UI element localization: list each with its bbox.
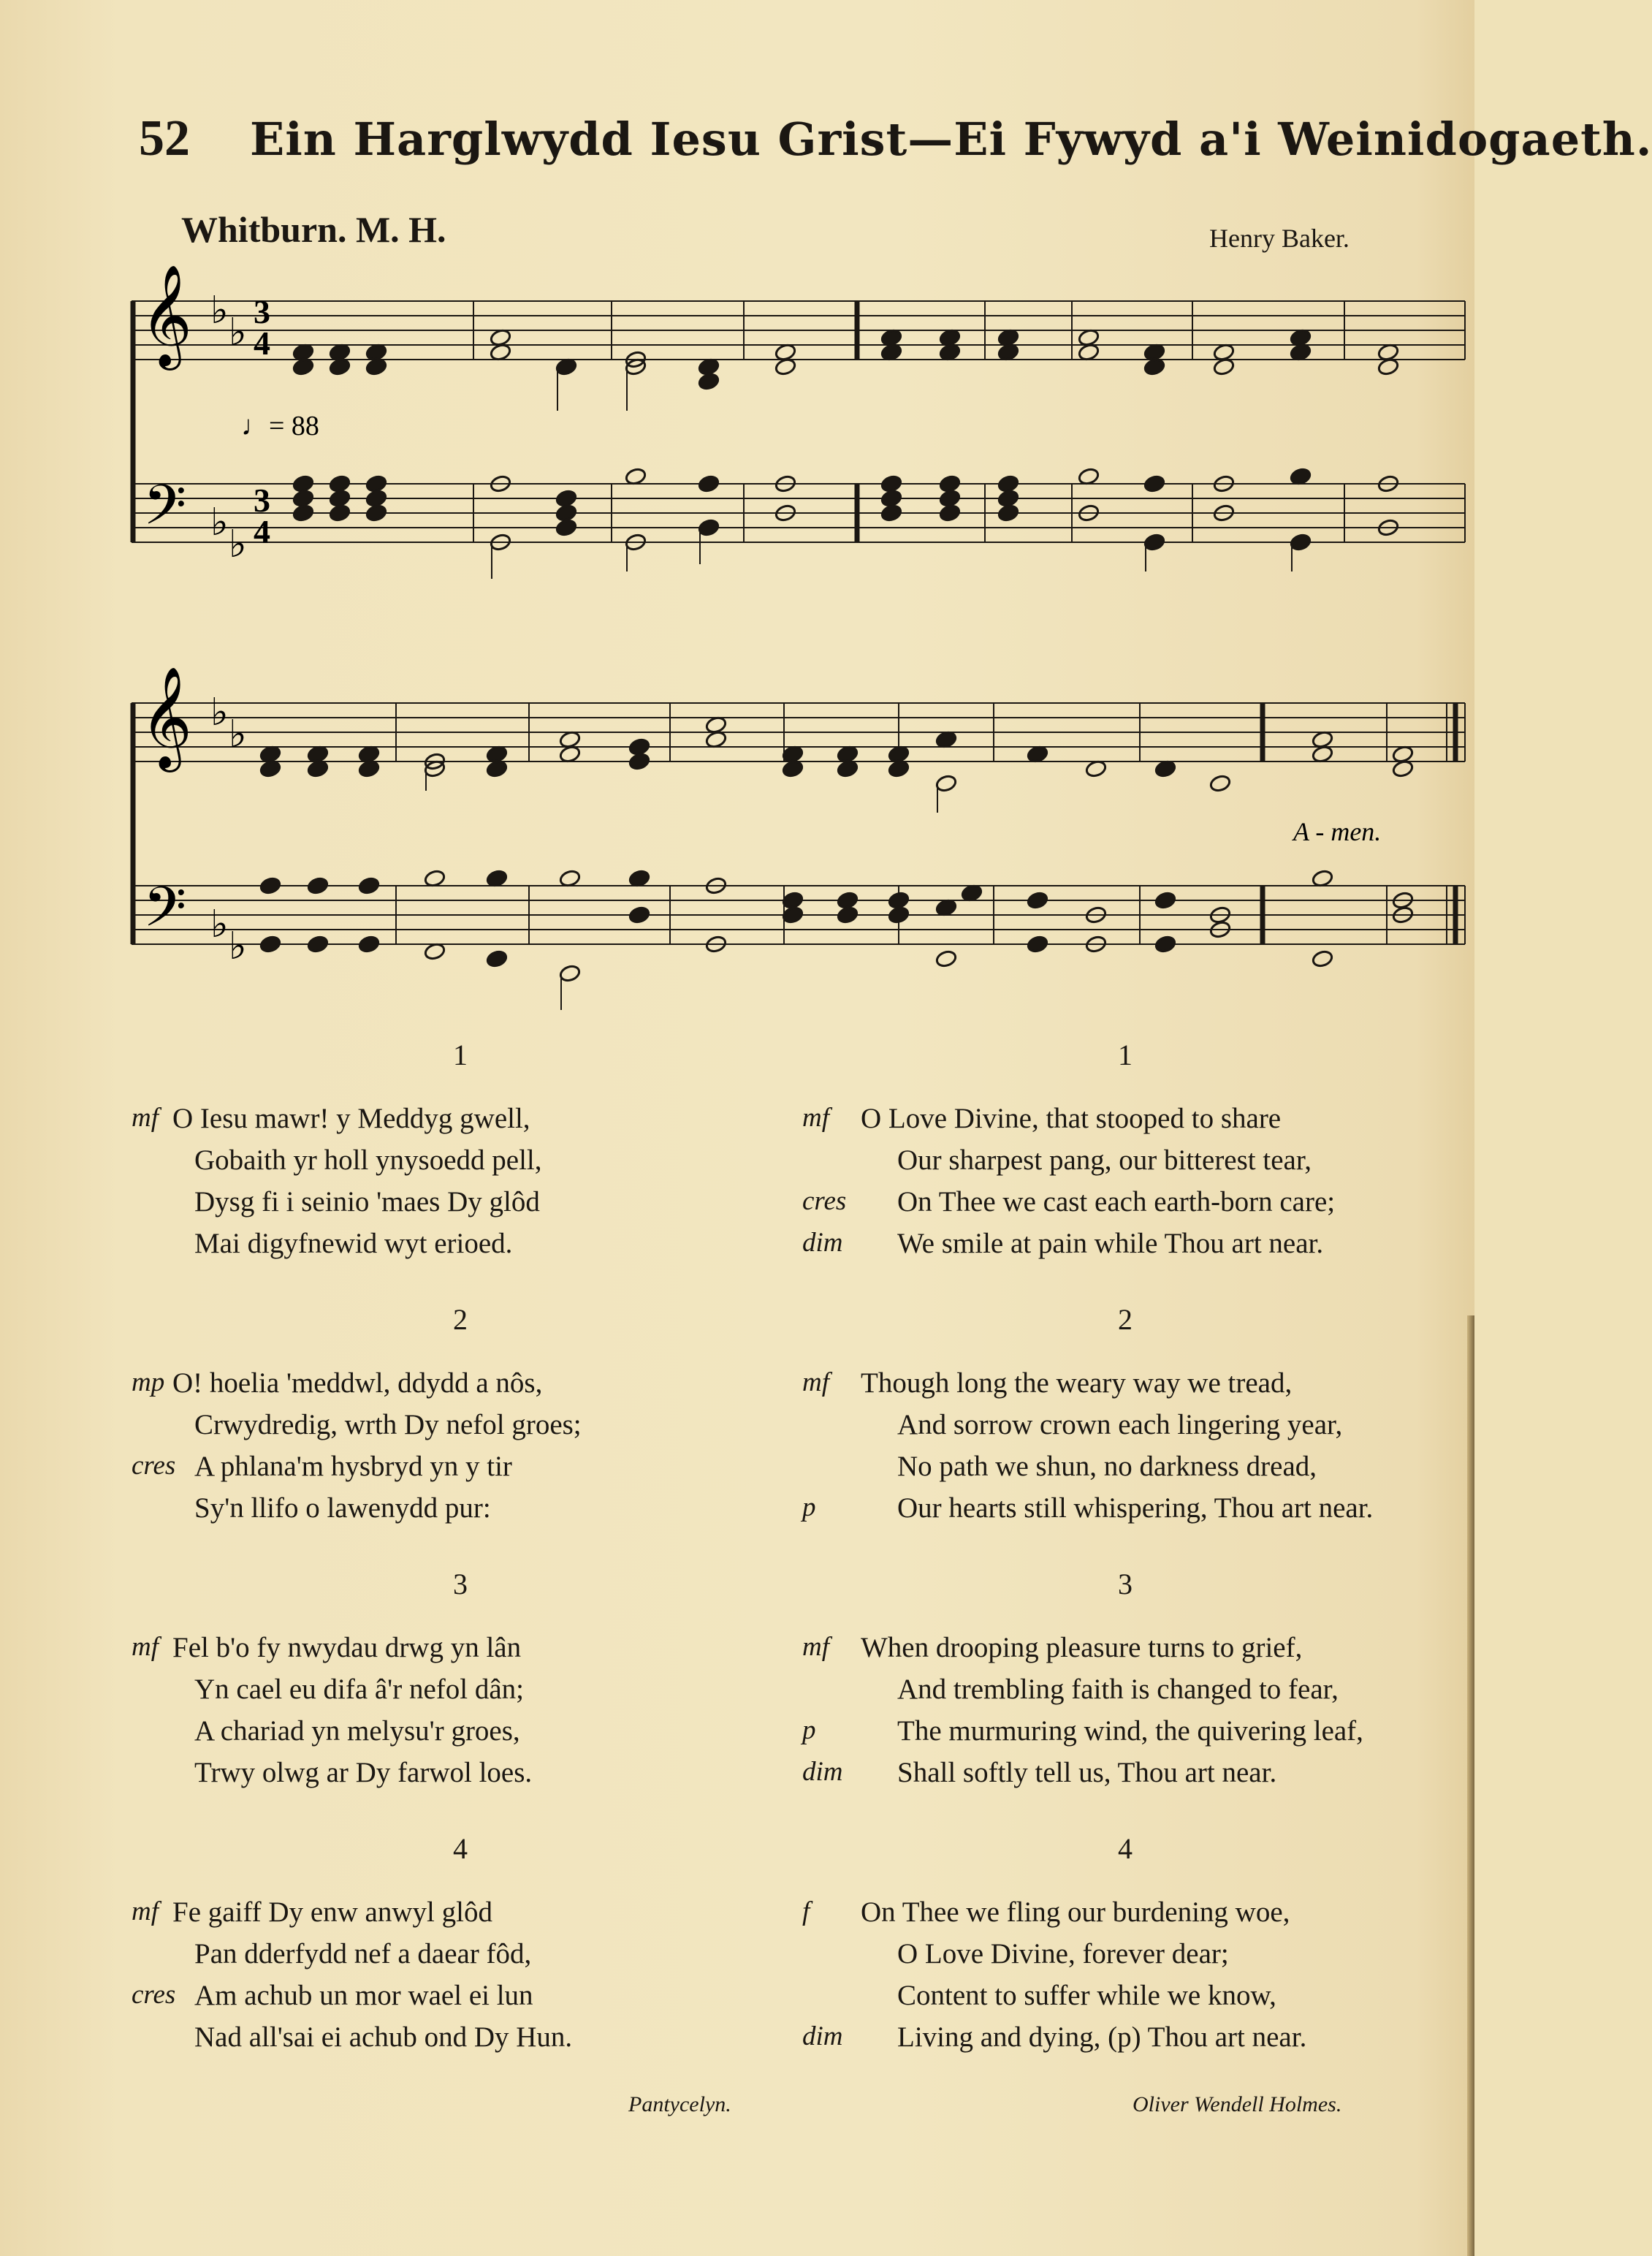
verse-line: Content to suffer while we know, (897, 1980, 1276, 2011)
hymn-author: Oliver Wendell Holmes. (1133, 2092, 1342, 2116)
music-score (124, 263, 1469, 1023)
verse-line: Dysg fi i seinio 'maes Dy glôd (194, 1186, 540, 1218)
verse-line: Living and dying, (p) Thou art near. (897, 2021, 1307, 2053)
dynamic-marking: mf (802, 1367, 829, 1397)
verse-line: Our sharpest pang, our bitterest tear, (897, 1144, 1312, 1176)
verse-line: Sy'n llifo o lawenydd pur: (194, 1492, 491, 1524)
dynamic-marking: mp (132, 1367, 165, 1397)
verse-line: O Iesu mawr! y Meddyg gwell, (172, 1103, 530, 1134)
svg-text:♭: ♭ (229, 713, 247, 756)
svg-text:♭: ♭ (229, 924, 247, 968)
verse-line: Am achub un mor wael ei lun (194, 1980, 533, 2011)
composer: Henry Baker. (1209, 224, 1350, 253)
verse-number: 1 (1118, 1038, 1133, 1071)
verse-number: 3 (453, 1568, 468, 1600)
dynamic-marking: cres (132, 1451, 176, 1481)
verse-number: 1 (453, 1038, 468, 1071)
verse-line: O! hoelia 'meddwl, ddydd a nôs, (172, 1367, 543, 1399)
verse-line: When drooping pleasure turns to grief, (861, 1632, 1303, 1663)
hymn-title: Ein Harglwydd Iesu Grist—Ei Fywyd a'i Weinidogaeth. (250, 113, 1652, 166)
svg-text:𝄞: 𝄞 (140, 265, 192, 366)
svg-text:♭: ♭ (210, 691, 229, 734)
verse-line: Mai digyfnewid wyt erioed. (194, 1228, 513, 1259)
tune-name: Whitburn. M. H. (181, 209, 446, 250)
verse-line: Yn cael eu difa â'r nefol dân; (194, 1674, 524, 1705)
verse-line: Trwy olwg ar Dy farwol loes. (194, 1757, 533, 1788)
dynamic-marking: dim (802, 2021, 843, 2051)
verse-line: Fe gaiff Dy enw anwyl glôd (172, 1896, 492, 1928)
verse-line: Fel b'o fy nwydau drwg yn lân (172, 1632, 522, 1663)
svg-text:♭: ♭ (210, 289, 229, 333)
verse-line: Crwydredig, wrth Dy nefol groes; (194, 1409, 582, 1440)
dynamic-marking: mf (802, 1632, 829, 1662)
verse-line: The murmuring wind, the quivering leaf, (897, 1715, 1363, 1747)
verse-number: 4 (453, 1832, 468, 1865)
verse-number: 3 (1118, 1568, 1133, 1600)
verse-line: A chariad yn melysu'r groes, (194, 1715, 520, 1747)
hymn-number: 52 (139, 110, 190, 167)
hymn-author: Pantycelyn. (628, 2092, 731, 2116)
bass-clef-icon (143, 473, 186, 551)
verse-number: 2 (453, 1303, 468, 1336)
treble-clef-icon (140, 666, 192, 772)
time-signature-top-lower: 4 (254, 324, 270, 362)
verse-line: No path we shun, no darkness dread, (897, 1451, 1317, 1482)
dynamic-marking: mf (132, 1632, 159, 1662)
verse-line: Shall softly tell us, Thou art near. (897, 1757, 1277, 1788)
svg-text:♭: ♭ (210, 501, 229, 544)
page-edge (1467, 1315, 1474, 2256)
verse-number: 2 (1118, 1303, 1133, 1336)
verse-line: O Love Divine, forever dear; (897, 1938, 1229, 1970)
dynamic-marking: cres (802, 1186, 847, 1216)
dynamic-marking: p (802, 1715, 816, 1745)
verse-line: Our hearts still whispering, Thou art near. (897, 1492, 1374, 1524)
verse-line: We smile at pain while Thou art near. (897, 1228, 1324, 1259)
svg-text:𝄢: 𝄢 (143, 875, 187, 953)
dynamic-marking: f (802, 1896, 810, 1926)
treble-clef-icon (140, 265, 192, 371)
verse-number: 4 (1118, 1832, 1133, 1865)
hymn-header (139, 110, 1652, 168)
notes (259, 328, 1415, 1010)
svg-text:♭: ♭ (229, 311, 247, 354)
svg-text:𝄞: 𝄞 (140, 666, 192, 768)
staff-lines (132, 289, 1465, 968)
verse-line: Nad all'sai ei achub ond Dy Hun. (194, 2021, 573, 2053)
verse-line: Pan dderfydd nef a daear fôd, (194, 1938, 532, 1970)
dynamic-marking: p (802, 1492, 816, 1522)
verse-line: On Thee we cast each earth-born care; (897, 1186, 1336, 1218)
tempo-marking: ♩= 88 (241, 411, 319, 441)
dynamic-marking: mf (132, 1103, 159, 1133)
svg-text:♭: ♭ (210, 903, 229, 946)
bass-clef-icon (143, 875, 186, 953)
verse-line: O Love Divine, that stooped to share (861, 1103, 1282, 1134)
svg-text:𝄢: 𝄢 (143, 473, 187, 551)
verse-line: A phlana'm hysbryd yn y tir (194, 1451, 512, 1482)
verse-line: Though long the weary way we tread, (861, 1367, 1293, 1399)
verse-line: And sorrow crown each lingering year, (897, 1409, 1343, 1440)
amen-text: A - men. (1293, 817, 1382, 846)
svg-text:♭: ♭ (229, 523, 247, 566)
time-signature-top-upper: 3 (254, 293, 270, 330)
dynamic-marking: cres (132, 1980, 176, 2010)
time-signature-bass-lower: 4 (254, 513, 270, 550)
dynamic-marking: dim (802, 1757, 843, 1787)
verse-line: On Thee we fling our burdening woe, (861, 1896, 1290, 1928)
dynamic-marking: mf (132, 1896, 159, 1926)
verse-line: And trembling faith is changed to fear, (897, 1674, 1339, 1705)
dynamic-marking: mf (802, 1103, 829, 1133)
verse-line: Gobaith yr holl ynysoedd pell, (194, 1144, 542, 1176)
dynamic-marking: dim (802, 1228, 843, 1258)
time-signature-bass-upper: 3 (254, 482, 270, 519)
